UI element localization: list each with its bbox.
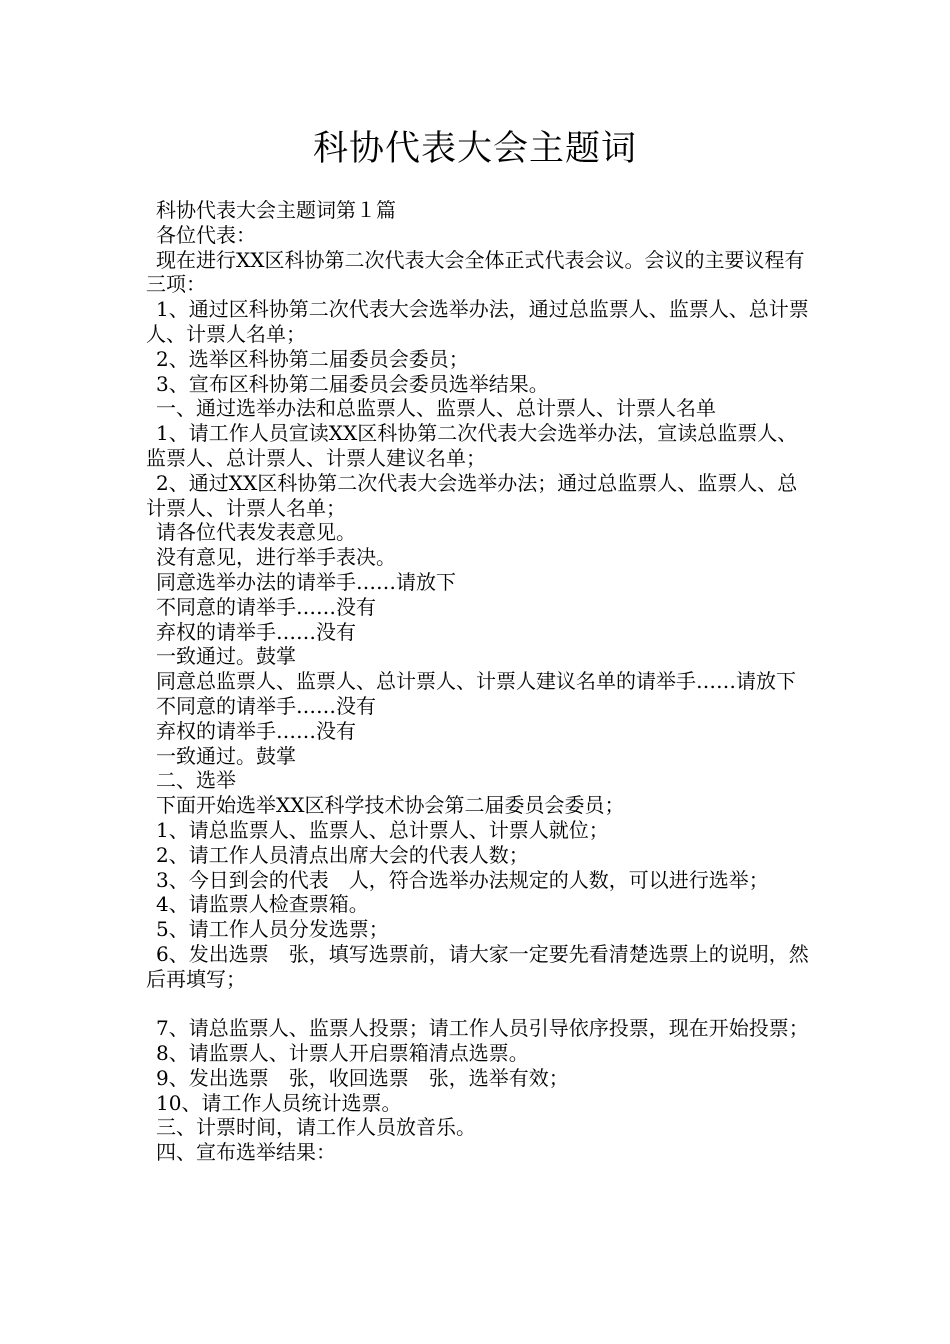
paragraph: 弃权的请举手……没有 — [156, 619, 356, 644]
paragraph: 一致通过。鼓掌 — [156, 644, 296, 669]
paragraph: 四、宣布选举结果： — [156, 1140, 336, 1165]
paragraph: 不同意的请举手……没有 — [156, 693, 376, 718]
paragraph: 不同意的请举手……没有 — [156, 594, 376, 619]
paragraph: 3、今日到会的代表 人，符合选举办法规定的人数，可以进行选举； — [156, 867, 769, 892]
paragraph: 三、计票时间，请工作人员放音乐。 — [156, 1115, 476, 1140]
paragraph: 1、请工作人员宣读XX区科协第二次代表大会选举办法，宣读总监票人、监票人、总计票人、计票人建议名单； — [146, 421, 798, 470]
paragraph: 同意选举办法的请举手……请放下 — [156, 569, 456, 594]
paragraph: 3、宣布区科协第二届委员会委员选举结果。 — [156, 371, 549, 396]
paragraph: 二、选举 — [156, 768, 236, 793]
paragraph: 科协代表大会主题词第１篇 — [156, 198, 396, 222]
paragraph: 没有意见，进行举手表决。 — [156, 545, 396, 570]
paragraph: 2、选举区科协第二届委员会委员； — [156, 346, 469, 371]
blank-line — [146, 992, 812, 1017]
paragraph: 2、通过XX区科协第二次代表大会选举办法；通过总监票人、监票人、总计票人、计票人名单； — [146, 470, 798, 520]
paragraph: 4、请监票人检查票箱。 — [156, 892, 369, 917]
paragraph: 各位代表： — [156, 222, 256, 247]
paragraph: 2、请工作人员清点出席大会的代表人数； — [156, 842, 529, 867]
paragraph: 弃权的请举手……没有 — [156, 718, 356, 743]
paragraph: 10、请工作人员统计选票。 — [156, 1090, 402, 1115]
document-body — [146, 198, 812, 1165]
paragraph: 1、通过区科协第二次代表大会选举办法，通过总监票人、监票人、总计票人、计票人名单； — [146, 297, 809, 346]
paragraph: 下面开始选举XX区科学技术协会第二届委员会委员； — [156, 793, 625, 818]
paragraph: 7、请总监票人、监票人投票；请工作人员引导依序投票，现在开始投票； — [156, 1016, 809, 1041]
paragraph: 8、请监票人、计票人开启票箱清点选票。 — [156, 1041, 529, 1066]
paragraph: 一致通过。鼓掌 — [156, 743, 296, 768]
paragraph: 1、请总监票人、监票人、总计票人、计票人就位； — [156, 817, 609, 842]
paragraph: 一、通过选举办法和总监票人、监票人、总计票人、计票人名单 — [156, 396, 716, 421]
paragraph: 9、发出选票 张，收回选票 张，选举有效； — [156, 1065, 569, 1090]
paragraph: 5、请工作人员分发选票； — [156, 917, 389, 942]
document-title: 科协代表大会主题词 — [312, 129, 637, 169]
paragraph: 请各位代表发表意见。 — [156, 520, 356, 545]
paragraph: 现在进行XX区科协第二次代表大会全体正式代表会议。会议的主要议程有三项： — [146, 247, 805, 297]
paragraph: 6、发出选票 张，填写选票前，请大家一定要先看清楚选票上的说明，然后再填写； — [146, 941, 809, 991]
paragraph: 同意总监票人、监票人、总计票人、计票人建议名单的请举手……请放下 — [156, 669, 796, 694]
